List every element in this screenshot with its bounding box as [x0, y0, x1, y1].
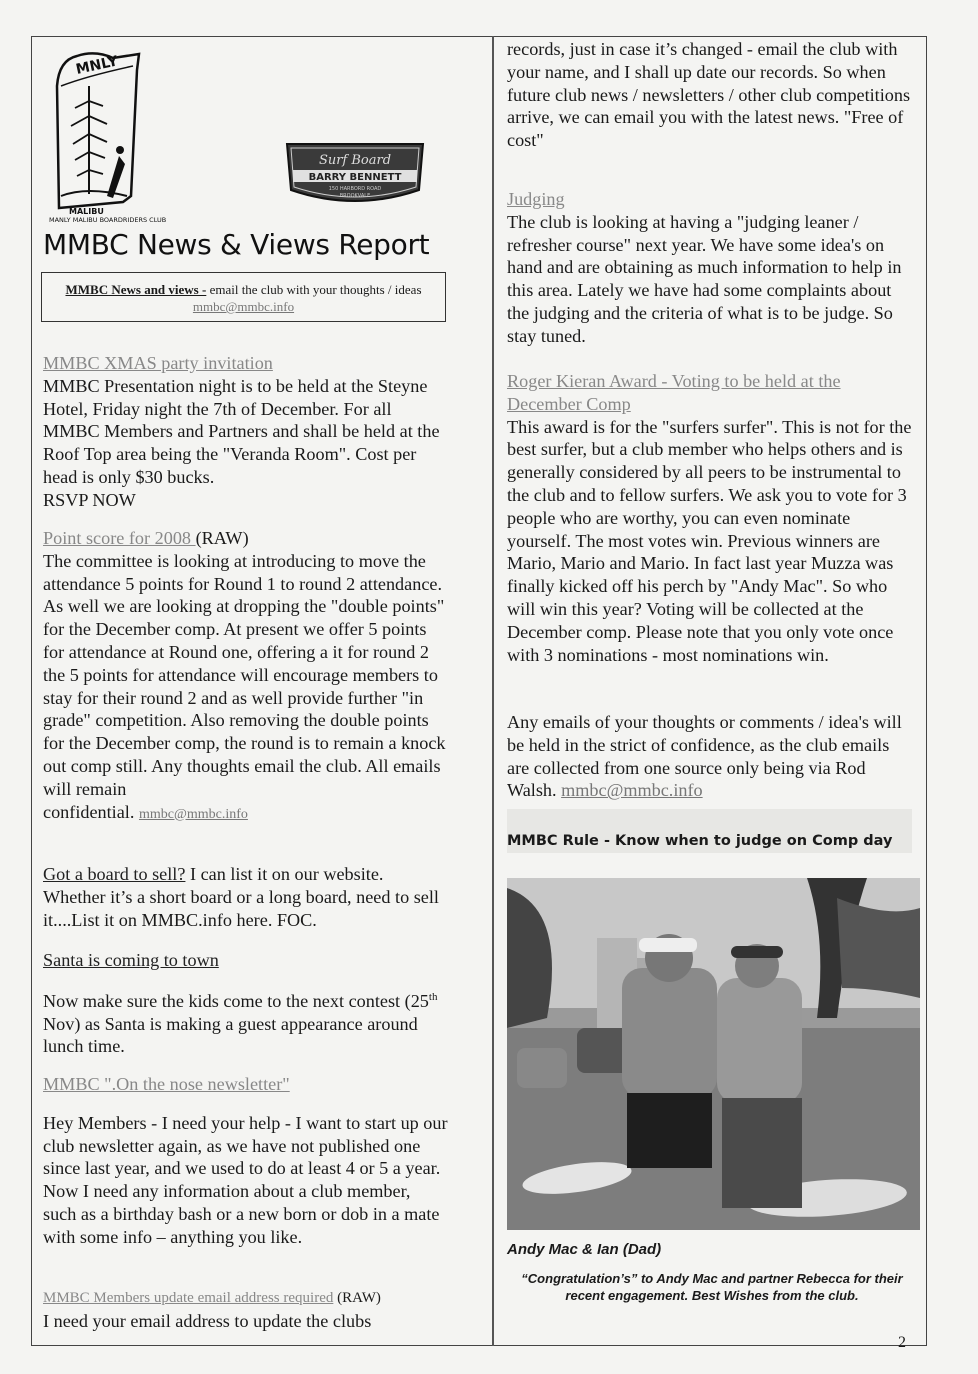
- santa-body-a: Now make sure the kids come to the next contest (25: [43, 990, 429, 1011]
- update-body: I need your email address to update the clubs: [43, 1310, 372, 1331]
- nose-heading[interactable]: MMBC ".On the nose newsletter": [43, 1074, 290, 1094]
- santa-body-b: Nov) as Santa is making a guest appearance around lunch time.: [43, 1013, 418, 1057]
- board-section: [43, 863, 448, 931]
- records-body: records, just in case it’s changed - email the club with your name, and I shall up date our records. So when future club news / newsletters / other club competitions arrive, we can email you with the latest news. "Free of cost": [507, 39, 911, 151]
- judging-body: The club is looking at having a "judging leaner / refresher course" next year. We have some idea's on hand and are obtaining as much information to help in this area. Lately we have had some complaints about the judging and the criteria of what is to be judge. So stay tuned.: [507, 211, 902, 346]
- info-email-link[interactable]: mmbc@mmbc.info: [192, 299, 295, 314]
- santa-sup: th: [428, 990, 438, 1003]
- emails-section: [507, 711, 912, 802]
- board-heading[interactable]: Got a board to sell?: [43, 864, 186, 884]
- award-heading[interactable]: Roger Kieran Award - Voting to be held at the December Comp: [507, 371, 841, 414]
- svg-text:MALIBU: MALIBU: [69, 207, 104, 216]
- points-end: confidential.: [43, 801, 139, 822]
- xmas-body: MMBC Presentation night is to be held at the Steyne Hotel, Friday night the 7th of December. For all MMBC Members and Partners and shall be held at the Roof Top area being the "Veranda Room". Cost per head is only $30 bucks.: [43, 375, 440, 487]
- judging-heading[interactable]: Judging: [507, 189, 565, 209]
- surfers-photo: [507, 878, 920, 1230]
- board-body: I can list it on our website. Whether it’s a short board or a long board, need to sell it....List it on MMBC.info here. FOC.: [43, 864, 439, 930]
- points-section: [43, 527, 448, 826]
- bb-script: Surf Board: [318, 153, 392, 168]
- xmas-heading[interactable]: MMBC XMAS party invitation: [43, 353, 273, 373]
- xmas-section: [43, 352, 448, 512]
- xmas-rsvp: RSVP NOW: [43, 489, 136, 510]
- award-section: [507, 370, 912, 666]
- logo-text: MANLY MALIBU BOARDRIDERS CLUB: [49, 216, 167, 224]
- barry-bennett-logo: [281, 138, 429, 210]
- emails-email-link[interactable]: mmbc@mmbc.info: [561, 780, 703, 801]
- report-title: MMBC News & Views Report: [43, 228, 430, 261]
- judging-section: [507, 188, 912, 348]
- info-box: [41, 272, 446, 322]
- bb-suburb: BROOKVALE: [339, 193, 371, 199]
- bb-name: BARRY BENNETT: [308, 172, 402, 183]
- update-heading[interactable]: MMBC Members update email address required: [43, 1290, 334, 1306]
- info-lead: MMBC News and views -: [65, 282, 207, 297]
- congrats-caption: “Congratulation’s” to Andy Mac and partner Rebecca for their recent engagement. Best Wishes from the club.: [521, 1271, 903, 1303]
- svg-text:MNLY: MNLY: [74, 53, 120, 78]
- award-body: This award is for the "surfers surfer". This is not for the best surfer, but a club member who helps others and is generally considered by all peers to be instrumental to the club and to fellow surfers. We ask you to vote for 3 people who are worthy, you can even nominate yourself. The most votes win. Previous winners are Mario, Mario and Mario. In fact last year Muzza was finally kicked off his perch by "Andy Mac". So who will win this year? Voting will be collected at the December comp. Please note that you only vote once with 3 nominations - most nominations win.: [507, 416, 912, 665]
- manly-malibu-logo: [47, 46, 167, 224]
- nose-section: [43, 1073, 448, 1249]
- rule-text: MMBC Rule - Know when to judge on Comp day: [507, 833, 893, 849]
- points-tag: (RAW): [195, 528, 249, 548]
- records-section: [507, 38, 912, 152]
- emails-body: Any emails of your thoughts or comments / idea's will be held in the strict of confidence, as the club emails are collected from one source only being via Rod Walsh.: [507, 712, 902, 801]
- page-number: 2: [898, 1334, 906, 1351]
- points-email-link[interactable]: mmbc@mmbc.info: [138, 806, 248, 822]
- column-divider: [492, 36, 494, 1346]
- santa-heading[interactable]: Santa is coming to town: [43, 950, 219, 970]
- info-text: email the club with your thoughts / ideas: [206, 282, 422, 297]
- update-section: [43, 1285, 448, 1333]
- photo-caption: Andy Mac & Ian (Dad): [507, 1241, 662, 1258]
- rule-box: [507, 809, 912, 853]
- santa-section: [43, 949, 448, 1058]
- update-tag: (RAW): [333, 1290, 381, 1306]
- nose-body: Hey Members - I need your help - I want to start up our club newsletter again, as we have not published one since last year, and we used to do at least 4 or 5 a year. Now I need any information about a club member, such as a birthday bash or a new born or dob in a mate with some info – anything you like.: [43, 1112, 448, 1247]
- bb-address: 150 HARBORD ROAD: [328, 186, 382, 192]
- points-body: The committee is looking at introducing to move the attendance 5 points for Round 1 to round 2 attendance. As well we are looking at dropping the "double points" for the December comp. At present we offer 5 points for attendance at Round one, offering a it for round 2 the 5 points for attendance will encourage members to stay for their round 2 and as well provide further "in grade" competition. Also removing the double points for the December comp, the round is to remain a knock out comp still. Any thoughts email the club. All emails will remain: [43, 550, 446, 799]
- points-heading[interactable]: Point score for 2008: [43, 528, 196, 548]
